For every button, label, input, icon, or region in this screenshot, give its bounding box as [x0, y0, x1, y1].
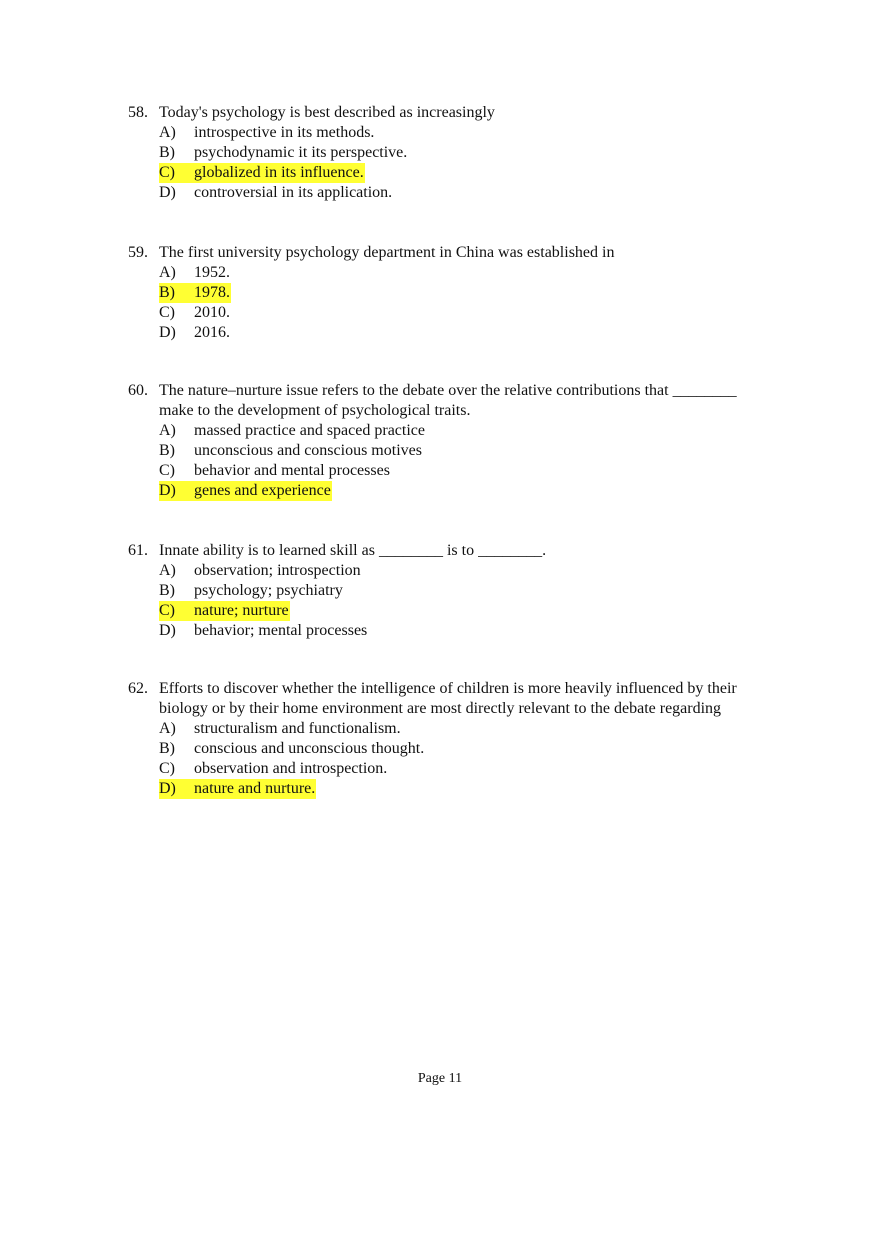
option-letter: A)	[159, 264, 176, 281]
option-letter: D)	[159, 184, 176, 201]
option-b	[159, 441, 768, 461]
question-58	[128, 103, 768, 203]
option-d-highlighted-answer	[159, 779, 768, 799]
option-letter: C)	[159, 602, 175, 619]
option-a	[159, 561, 768, 581]
question-60	[128, 381, 768, 501]
option-letter: B)	[159, 442, 175, 459]
option-b-highlighted-answer	[159, 283, 768, 303]
question-stem	[128, 541, 768, 561]
answer-options	[159, 421, 768, 501]
option-b	[159, 143, 768, 163]
option-letter: A)	[159, 124, 176, 141]
answer-options	[159, 719, 768, 799]
question-text: The nature–nurture issue refers to the debate over the relative contributions that ________ make to the development of psychological traits.	[159, 382, 737, 419]
option-c	[159, 303, 768, 323]
question-stem	[128, 381, 768, 421]
option-text: genes and experience	[194, 482, 331, 499]
option-c	[159, 759, 768, 779]
option-letter: B)	[159, 284, 175, 301]
option-b	[159, 581, 768, 601]
option-c-highlighted-answer	[159, 601, 768, 621]
option-text: conscious and unconscious thought.	[194, 740, 425, 757]
option-d-highlighted-answer	[159, 481, 768, 501]
question-stem	[128, 103, 768, 123]
option-a	[159, 263, 768, 283]
option-letter: C)	[159, 760, 175, 777]
option-c-highlighted-answer	[159, 163, 768, 183]
option-text: 1978.	[194, 284, 230, 301]
option-text: observation and introspection.	[194, 760, 388, 777]
option-text: 2016.	[194, 324, 230, 341]
question-text: Efforts to discover whether the intelligence of children is more heavily influenced by their biology or by their home environment are most directly relevant to the debate regarding	[159, 680, 737, 717]
option-text: controversial in its application.	[194, 184, 393, 201]
option-text: unconscious and conscious motives	[194, 442, 422, 459]
answer-options	[159, 263, 768, 343]
option-letter: B)	[159, 144, 175, 161]
option-a	[159, 421, 768, 441]
page-number: Page 11	[417, 1071, 463, 1086]
answer-options	[159, 561, 768, 641]
option-letter: B)	[159, 740, 175, 757]
option-c	[159, 461, 768, 481]
option-text: nature and nurture.	[194, 780, 316, 797]
question-62	[128, 679, 768, 799]
question-number: 59.	[128, 244, 148, 261]
option-letter: A)	[159, 720, 176, 737]
option-letter: A)	[159, 562, 176, 579]
question-number: 60.	[128, 382, 148, 399]
question-number: 61.	[128, 542, 148, 559]
option-text: massed practice and spaced practice	[194, 422, 425, 439]
option-d	[159, 183, 768, 203]
option-text: introspective in its methods.	[194, 124, 375, 141]
option-text: behavior and mental processes	[194, 462, 390, 479]
option-letter: D)	[159, 780, 176, 797]
option-letter: D)	[159, 482, 176, 499]
option-a	[159, 123, 768, 143]
option-text: nature; nurture	[194, 602, 289, 619]
question-text: Today's psychology is best described as increasingly	[159, 104, 495, 121]
question-61	[128, 541, 768, 641]
option-letter: B)	[159, 582, 175, 599]
option-text: observation; introspection	[194, 562, 361, 579]
question-stem	[128, 679, 768, 719]
question-text: The first university psychology department in China was established in	[159, 244, 615, 261]
option-text: 2010.	[194, 304, 230, 321]
option-letter: C)	[159, 462, 175, 479]
option-b	[159, 739, 768, 759]
option-text: globalized in its influence.	[194, 164, 364, 181]
option-text: psychology; psychiatry	[194, 582, 343, 599]
option-text: behavior; mental processes	[194, 622, 368, 639]
option-letter: A)	[159, 422, 176, 439]
question-number: 58.	[128, 104, 148, 121]
option-text: psychodynamic it its perspective.	[194, 144, 408, 161]
option-a	[159, 719, 768, 739]
question-59	[128, 243, 768, 343]
question-number: 62.	[128, 680, 148, 697]
question-text: Innate ability is to learned skill as ________ is to ________.	[159, 542, 547, 559]
option-d	[159, 621, 768, 641]
option-d	[159, 323, 768, 343]
option-text: structuralism and functionalism.	[194, 720, 401, 737]
answer-options	[159, 123, 768, 203]
question-stem	[128, 243, 768, 263]
option-text: 1952.	[194, 264, 230, 281]
option-letter: D)	[159, 324, 176, 341]
option-letter: C)	[159, 304, 175, 321]
option-letter: D)	[159, 622, 176, 639]
option-letter: C)	[159, 164, 175, 181]
